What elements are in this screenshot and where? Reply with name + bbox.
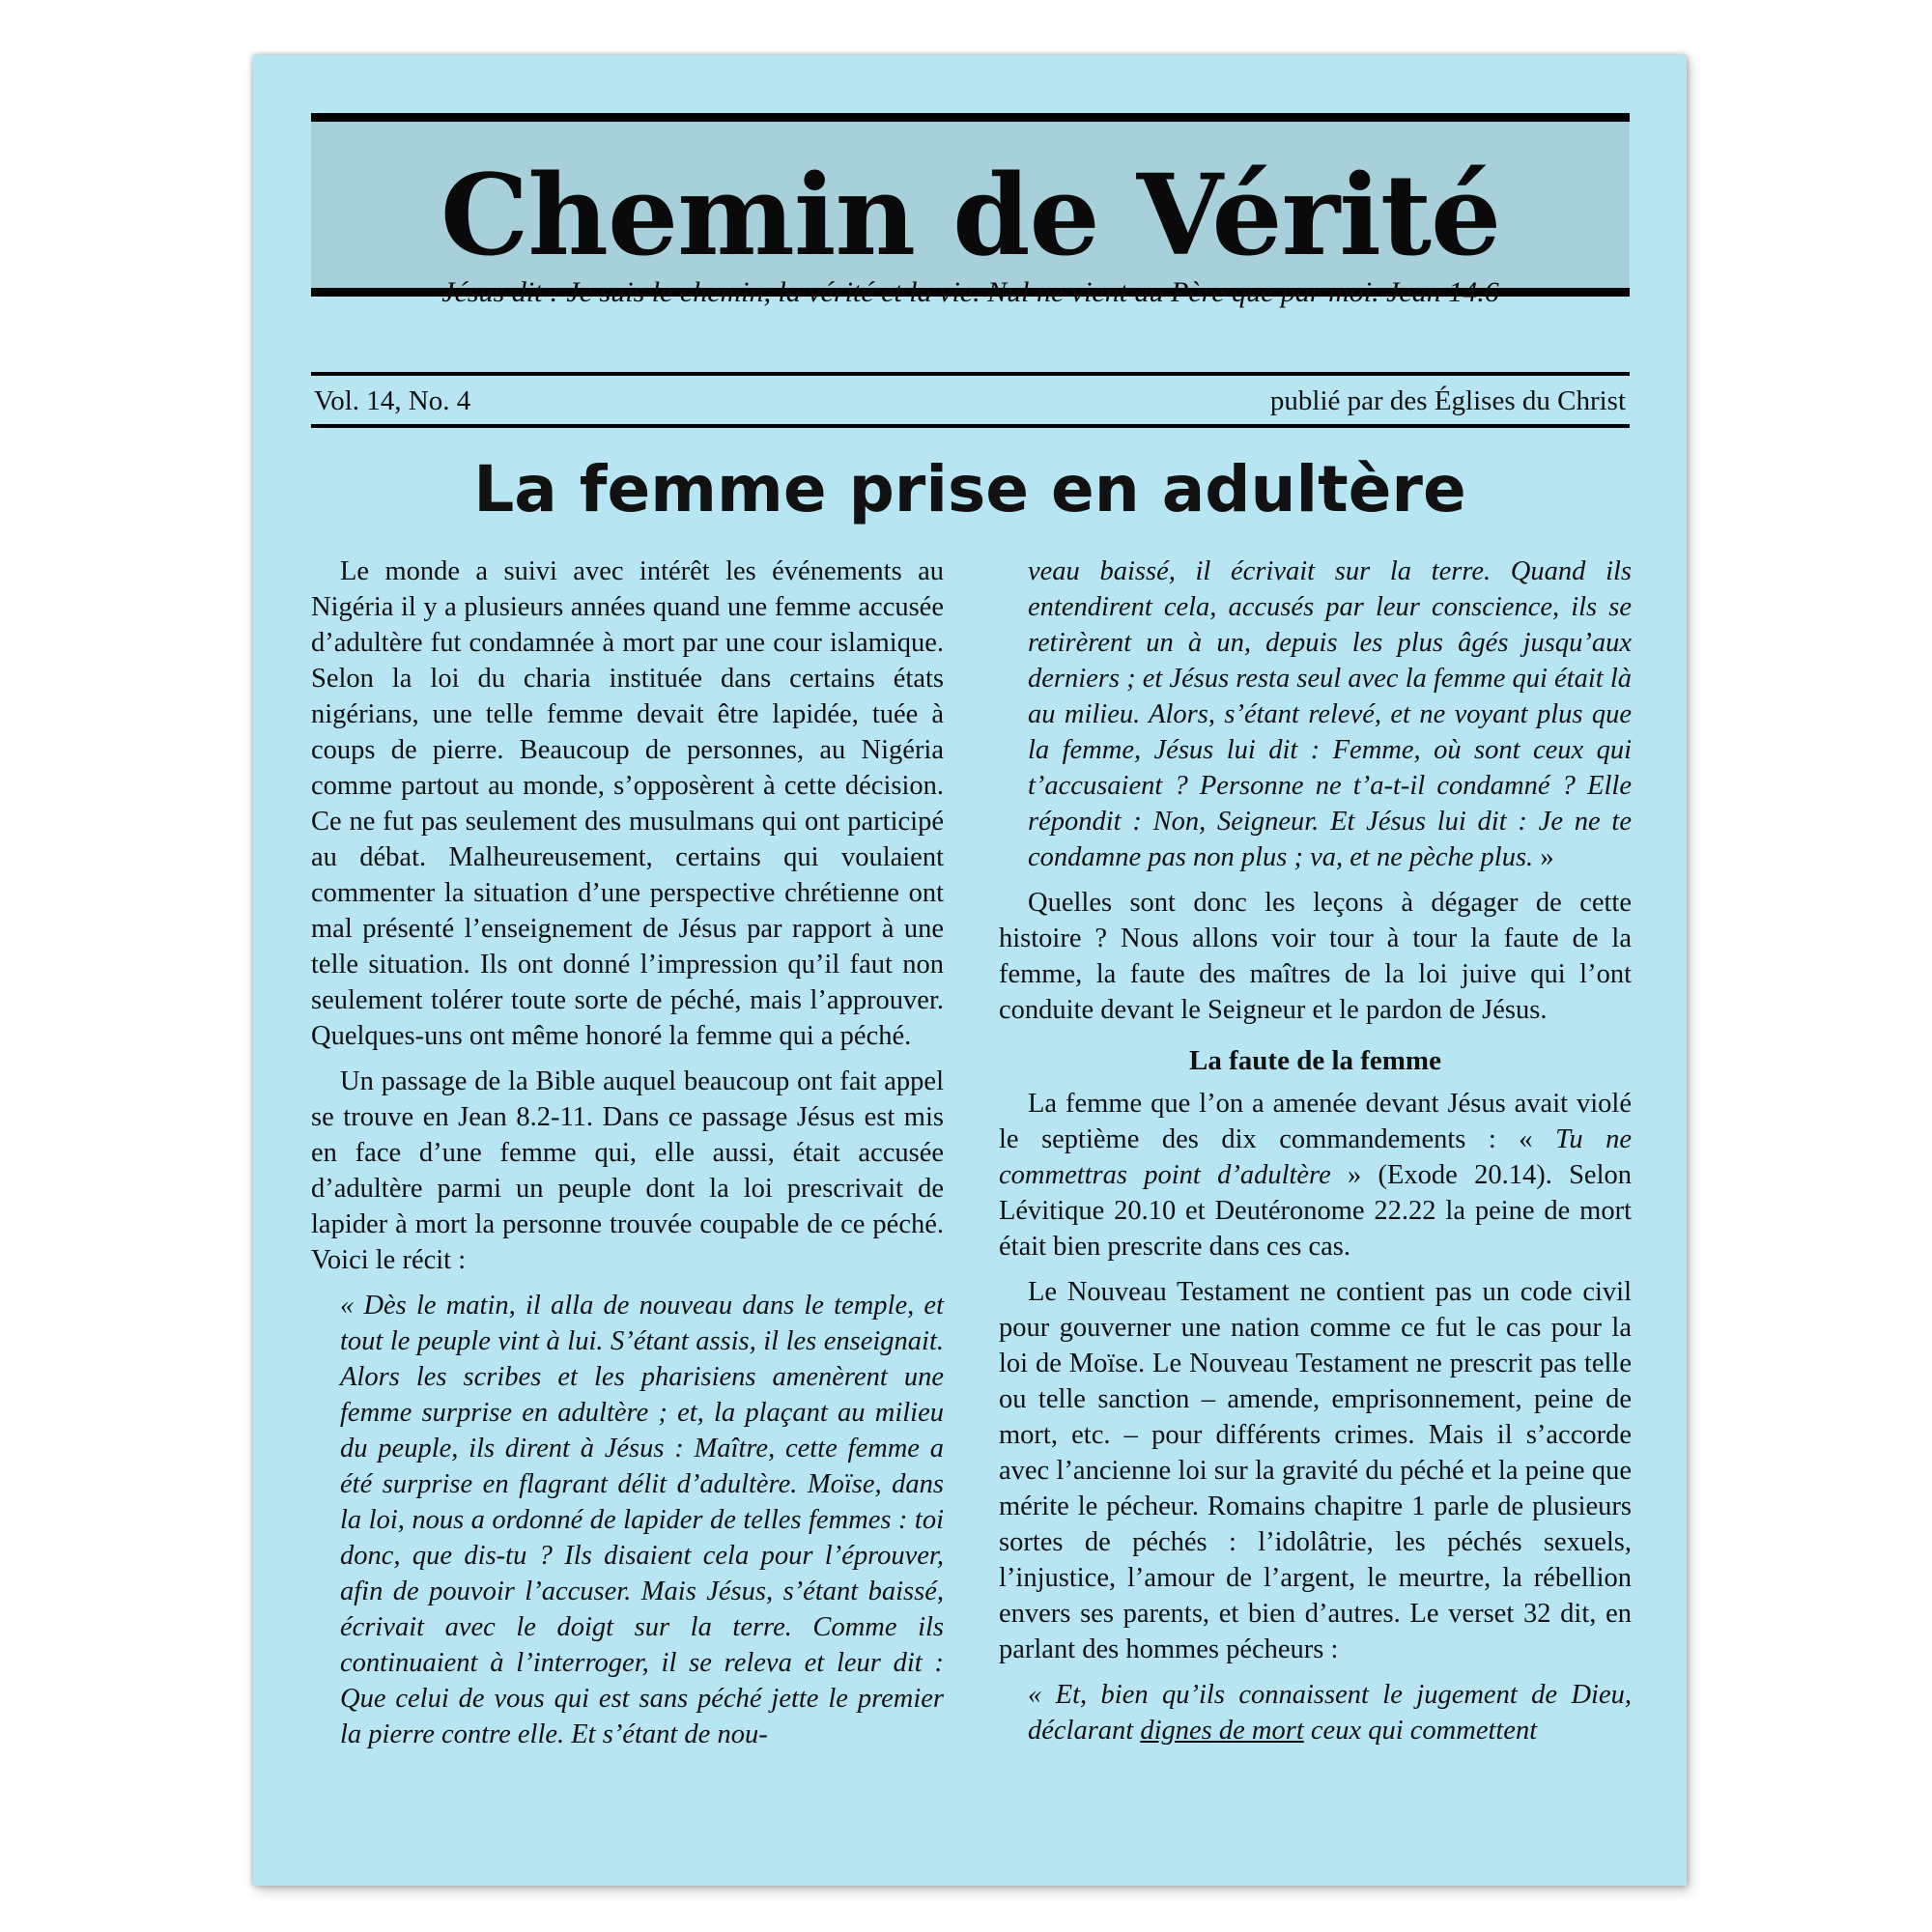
newsletter-page [253,55,1687,1886]
romans-text-a: « Et, bien qu’ils connaissent le jugement de Dieu, déclarant [1028,1680,1632,1746]
newsletter-tagline: Jésus dit : Je suis le chemin, la vérité et la vie. Nul ne vient au Père que par moi. Jean 14.6 [441,276,1499,308]
paragraph-intro: Le monde a suivi avec intérêt les événements au Nigéria il y a plusieurs années quand une femme accusée d’adultère fut condamnée à mort par une cour islamique. Selon la loi du charia instituée dans certains états nigérians, une telle femme devait être lapidée, tuée à coups de pierre. Beaucoup de personnes, au Nigéria comme partout au monde, s’opposèrent à cette décision. Ce ne fut pas seulement des musulmans qui ont participé au débat. Malheureusement, certains qui voulaient commenter la situation d’une perspective chrétienne ont mal présenté l’enseignement de Jésus par rapport à une telle situation. Ils ont donné l’impression qu’il faut non seulement tolérer toute sorte de péché, mais l’approuver. Quelques-uns ont même honoré la femme qui a péché. [311,556,944,1051]
paragraph-commandment [999,1086,1632,1264]
scripture-quote: « Dès le matin, il alla de nouveau dans le temple, et tout le peuple vint à lui. S’étant assis, il les enseignait. Alors les scribes et les pharisiens amenèrent une femme surprise en adultère ; et, la plaçant au milieu du peuple, ils dirent à Jésus : Maître, cette femme a été surprise en flagrant délit d’adultère. Moïse, dans la loi, nous a ordonné de lapider de telles femmes : toi donc, que dis-tu ? Ils disaient cela pour l’éprouver, afin de pouvoir l’accuser. Mais Jésus, s’étant baissé, écrivait avec le doigt sur la terre. Comme ils continuaient à l’interroger, il se releva et leur dit : Que celui de vous qui est sans péché jette le premier la pierre contre elle. Et s’étant de nou- [340,1291,944,1749]
paragraph-lessons: Quelles sont donc les leçons à dégager de cette histoire ? Nous allons voir tour à tour la faute de la femme, la faute des maîtres de la loi juive qui l’ont conduite devant le Seigneur et le pardon de Jésus. [999,888,1632,1025]
volume-number: Vol. 14, No. 4 [314,385,471,416]
quote-close-mark: » [1533,842,1554,872]
quote-continued-text: veau baissé, il écrivait sur la terre. Quand ils entendirent cela, accusés par leur conscience, ils se retirèrent un à un, depuis les plus âgés jusqu’aux derniers ; et Jésus resta seul avec la femme qui était là au milieu. Alors, s’étant relevé, et ne voyant plus que la femme, Jésus lui dit : Femme, où sont ceux qui t’accusaient ? Personne ne t’a-t-il condamné ? Elle répondit : Non, Seigneur. Et Jésus lui dit : Je ne te condamne pas non plus ; va, et ne pèche plus. [1028,556,1632,872]
article-column-left [311,554,944,1762]
romans-text-b: dignes de mort [1140,1716,1304,1746]
paragraph-passage: Un passage de la Bible auquel beaucoup ont fait appel se trouve en Jean 8.2-11. Dans ce passage Jésus est mis en face d’une femme qui, elle aussi, était accusée d’adultère parmi un peuple dont la loi prescrivait de lapider à mort la personne trouvée coupable de ce péché. Voici le récit : [311,1066,944,1275]
masthead [311,113,1630,308]
scripture-quote-romans [1028,1677,1632,1748]
commandment-text-a: La femme que l’on a amenée devant Jésus avait violé le septième des dix commandements : « [999,1089,1632,1154]
commandment-text-b: Tu ne commettras point d’adultère [999,1124,1632,1190]
article-headline: La femme prise en adultère [473,452,1466,526]
section-subheading: La faute de la femme [1189,1045,1441,1076]
commandment-text-c: » (Exode 20.14). Selon Lévitique 20.10 et Deutéronome 22.22 la peine de mort était bien prescrite dans ces cas. [999,1160,1632,1262]
scripture-quote-continued [1028,554,1632,875]
newsletter-title: Chemin de Vérité [440,151,1501,281]
article-column-right [999,554,1632,1758]
meta-rule-bottom [311,424,1630,428]
paragraph-new-testament: Le Nouveau Testament ne contient pas un code civil pour gouverner une nation comme ce fut le cas pour la loi de Moïse. Le Nouveau Testament ne prescrit pas telle ou telle sanction – amende, emprisonnement, peine de mort, etc. – pour différents crimes. Mais il s’accorde avec l’ancienne loi sur la gravité du péché et la peine que mérite le pécheur. Romains chapitre 1 parle de plusieurs sortes de péchés : l’idolâtrie, les péchés sexuels, l’injustice, l’amour de l’argent, le meurtre, la rébellion envers ses parents, et bien d’autres. Le verset 32 dit, en parlant des hommes pécheurs : [999,1277,1632,1664]
romans-text-c: ceux qui commettent [1303,1716,1538,1746]
publisher-line: publié par des Églises du Christ [1269,385,1626,416]
meta-rule-top [311,372,1630,376]
